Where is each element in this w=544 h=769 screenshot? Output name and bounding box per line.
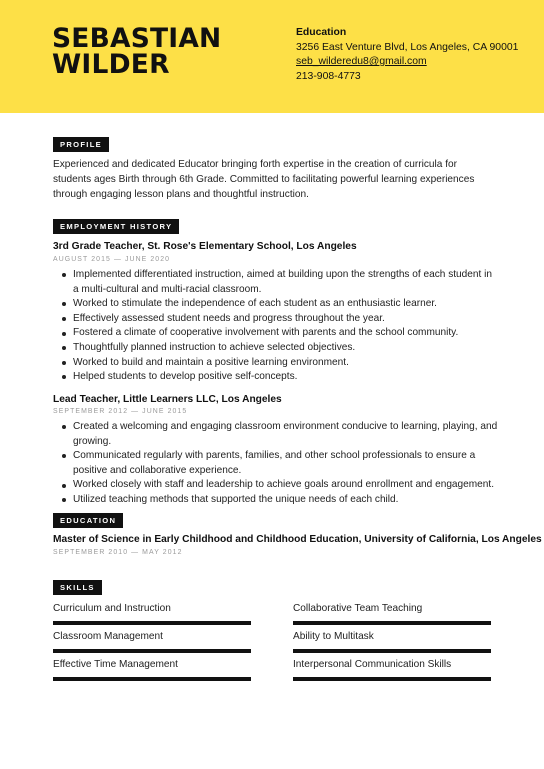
profile-summary: Experienced and dedicated Educator bringing forth expertise in the creation of curricula for students ages Birth through 6th Grade. Committed to facilitating powerful learning experiences through engaging lesson plans and thoughtful instruction. — [53, 159, 475, 200]
phone-number: 213-908-4773 — [296, 70, 361, 82]
address: 3256 East Venture Blvd, Los Angeles, CA 90001 — [296, 41, 519, 53]
skill-level-bar — [293, 677, 491, 681]
list-item: Created a welcoming and engaging classroom environment conducive to learning, playing, and growing. — [60, 420, 500, 449]
skill-level-bar — [53, 677, 251, 681]
education-dates: SEPTEMBER 2010 — MAY 2012 — [53, 549, 183, 556]
name-first-line: SEBASTIAN — [52, 23, 222, 54]
skills-section-label: SKILLS — [53, 580, 102, 595]
job-dates: SEPTEMBER 2012 — JUNE 2015 — [53, 408, 188, 415]
skill-item — [53, 602, 251, 625]
list-item: Worked closely with staff and leadership to achieve goals around enrollment and engagement. — [60, 478, 500, 493]
list-item: Communicated regularly with parents, families, and other school professionals to ensure a positive and collaborative experience. — [60, 449, 500, 478]
contact-block — [296, 26, 518, 84]
skill-name: Effective Time Management — [53, 659, 178, 670]
list-item: Fostered a climate of cooperative involvement with parents and the school community. — [60, 326, 500, 341]
email-link[interactable]: seb_wilderedu8@gmail.com — [296, 56, 427, 68]
profile-section-label: PROFILE — [53, 137, 109, 152]
skill-level-bar — [293, 621, 491, 625]
job-title: Lead Teacher, Little Learners LLC, Los Angeles — [53, 394, 282, 405]
job-dates: AUGUST 2015 — JUNE 2020 — [53, 256, 171, 263]
resume-header — [0, 0, 544, 113]
skill-name: Collaborative Team Teaching — [293, 603, 423, 614]
skill-name: Interpersonal Communication Skills — [293, 659, 452, 670]
name-last-line: WILDER — [52, 49, 170, 80]
list-item: Effectively assessed student needs and progress throughout the year. — [60, 312, 500, 327]
education-section-label: EDUCATION — [53, 513, 123, 528]
skill-item — [293, 630, 491, 653]
employment-section-label: EMPLOYMENT HISTORY — [53, 219, 179, 234]
skill-name: Classroom Management — [53, 631, 163, 642]
candidate-name — [52, 23, 222, 80]
job-bullet-list — [60, 420, 500, 508]
skill-item — [293, 602, 491, 625]
skill-name: Ability to Multitask — [293, 631, 374, 642]
skill-name: Curriculum and Instruction — [53, 603, 171, 614]
job-title: 3rd Grade Teacher, St. Rose's Elementary School, Los Angeles — [53, 241, 357, 252]
job-field-title: Education — [296, 27, 347, 38]
list-item: Helped students to develop positive self-concepts. — [60, 370, 500, 385]
skill-level-bar — [293, 649, 491, 653]
skill-item — [53, 658, 251, 681]
skill-item — [53, 630, 251, 653]
degree-title: Master of Science in Early Childhood and Childhood Education, University of California, Los Angeles — [53, 534, 542, 545]
list-item: Implemented differentiated instruction, aimed at building upon the strengths of each student in a multi-cultural and multi-racial classroom. — [60, 268, 500, 297]
skill-level-bar — [53, 649, 251, 653]
list-item: Utilized teaching methods that supported the unique needs of each child. — [60, 493, 500, 508]
list-item: Worked to build and maintain a positive learning environment. — [60, 356, 500, 371]
job-bullet-list — [60, 268, 500, 385]
list-item: Thoughtfully planned instruction to achieve selected objectives. — [60, 341, 500, 356]
skill-item — [293, 658, 491, 681]
list-item: Worked to stimulate the independence of each student as an enthusiastic learner. — [60, 297, 500, 312]
skill-level-bar — [53, 621, 251, 625]
